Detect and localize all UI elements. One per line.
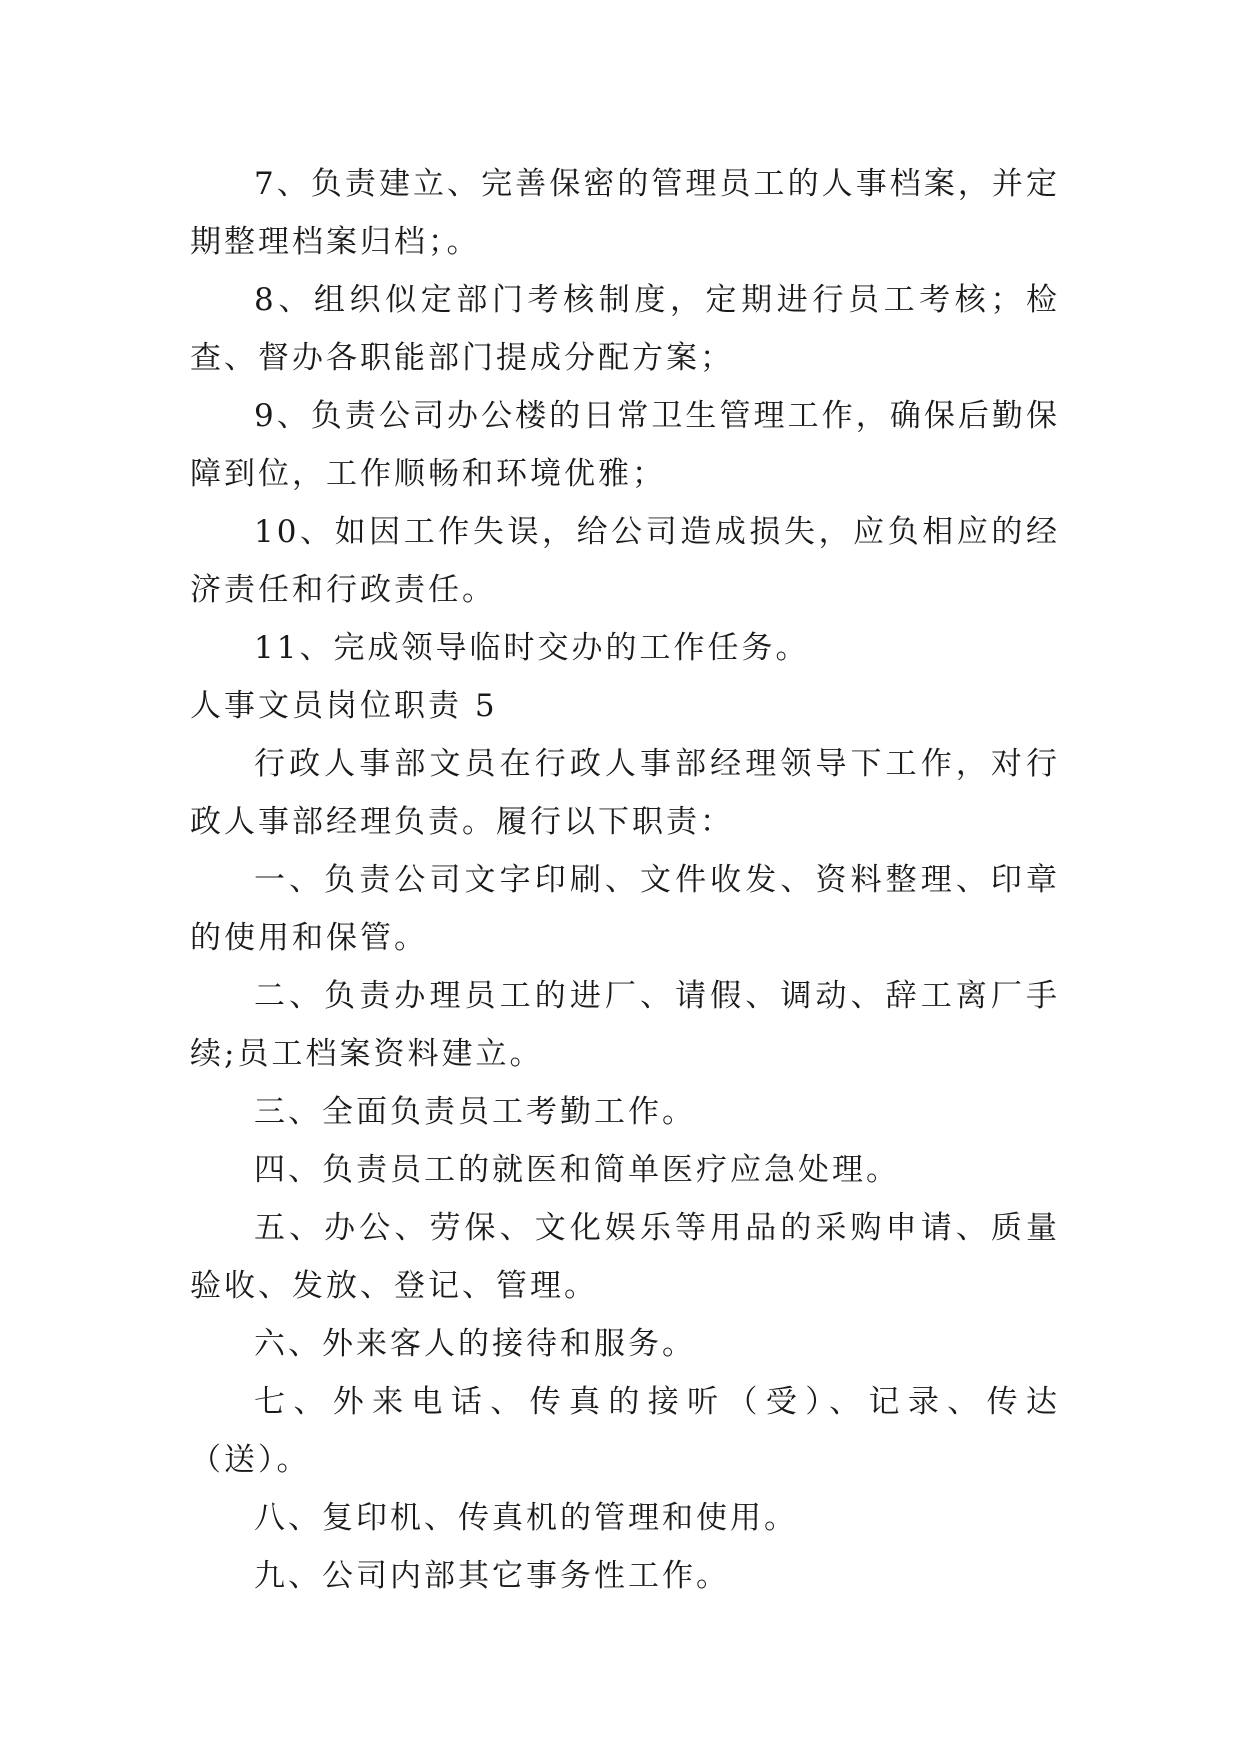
paragraph-item-9: 9、负责公司办公楼的日常卫生管理工作，确保后勤保障到位，工作顺畅和环境优雅； <box>190 398 1060 492</box>
duty-item-4: 四、负责员工的就医和简单医疗应急处理。 <box>254 1152 900 1188</box>
paragraph-item-8: 8、组织似定部门考核制度，定期进行员工考核；检查、督办各职能部门提成分配方案； <box>190 282 1060 376</box>
duty-item-6: 六、外来客人的接待和服务。 <box>254 1326 696 1362</box>
section-intro-paragraph: 行政人事部文员在行政人事部经理领导下工作，对行政人事部经理负责。履行以下职责： <box>190 746 1060 840</box>
duty-item-8: 八、复印机、传真机的管理和使用。 <box>254 1500 798 1536</box>
paragraph-item-10: 10、如因工作失误，给公司造成损失，应负相应的经济责任和行政责任。 <box>190 514 1060 608</box>
duty-item-2: 二、负责办理员工的进厂、请假、调动、辞工离厂手续;员工档案资料建立。 <box>190 978 1060 1072</box>
duty-item-9: 九、公司内部其它事务性工作。 <box>254 1558 730 1594</box>
duty-item-7: 七、外来电话、传真的接听（受）、记录、传达（送）。 <box>190 1384 1060 1478</box>
section-title: 人事文员岗位职责 5 <box>190 688 498 724</box>
duty-item-3: 三、全面负责员工考勤工作。 <box>254 1094 696 1130</box>
paragraph-item-11: 11、完成领导临时交办的工作任务。 <box>254 630 810 666</box>
duty-item-1: 一、负责公司文字印刷、文件收发、资料整理、印章的使用和保管。 <box>190 862 1060 956</box>
duty-item-5: 五、办公、劳保、文化娱乐等用品的采购申请、质量验收、发放、登记、管理。 <box>190 1210 1060 1304</box>
document-page <box>190 155 1060 1605</box>
paragraph-item-7: 7、负责建立、完善保密的管理员工的人事档案，并定期整理档案归档；。 <box>190 166 1060 260</box>
